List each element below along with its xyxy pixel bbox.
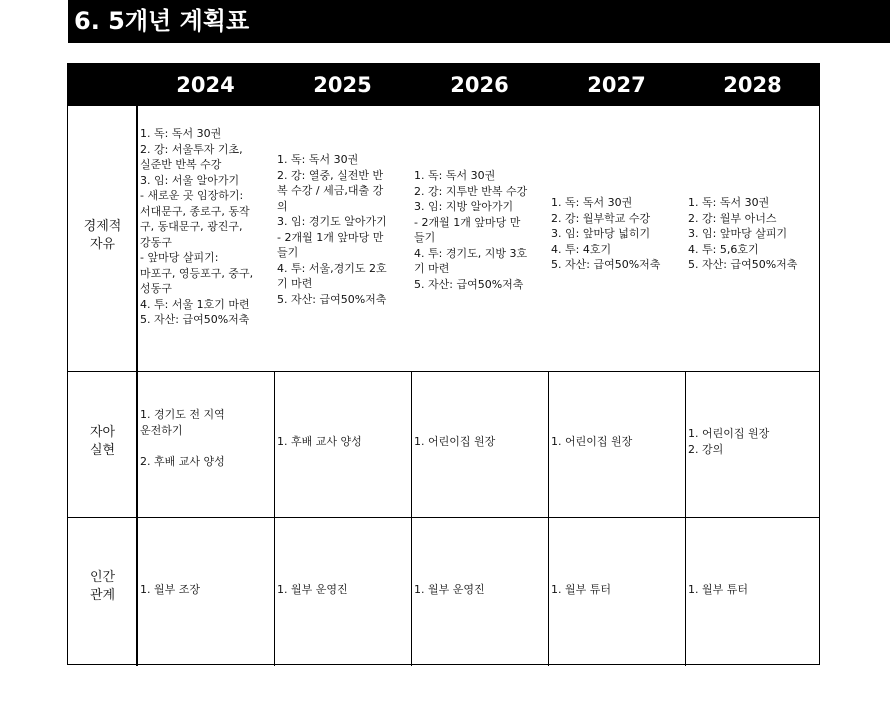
year-header-2028: 2028 (723, 73, 782, 97)
plan-item: 2. 후배 교사 양성 (140, 454, 225, 468)
plan-item: 1. 경기도 전 지역 (140, 408, 225, 421)
relationships-cell-2025 (277, 582, 409, 598)
plan-item: 기 마련 (414, 262, 450, 275)
row-divider (68, 517, 819, 518)
plan-item: 5. 자산: 급여50%저축 (277, 292, 387, 306)
row-label-line: 자아 실현 (89, 425, 116, 458)
self-realization-cell-2026 (414, 434, 546, 450)
plan-item: - 2개월 1개 앞마당 만 (277, 230, 384, 244)
plan-item: 2. 강: 지투반 반복 수강 (414, 184, 528, 198)
plan-item: 의 (277, 199, 288, 213)
economic-cell-2027 (551, 195, 683, 273)
plan-item: 복 수강 / 세금,대출 강 (277, 184, 384, 197)
plan-item: - 새로운 곳 임장하기: (140, 189, 244, 202)
plan-item: 5. 자산: 급여50%저축 (414, 277, 524, 291)
plan-item: 3. 임: 지방 알아가기 (414, 200, 514, 213)
section-title-bar (68, 0, 890, 43)
economic-cell-2028 (688, 195, 818, 273)
plan-item: 1. 어린이집 원장 (414, 435, 496, 448)
plan-item: - 앞마당 살피기: (140, 251, 219, 264)
plan-item: 2. 강: 월부 아너스 (688, 211, 777, 225)
plan-item: 3. 임: 경기도 알아가기 (277, 215, 387, 228)
plan-item: 실준반 반복 수강 (140, 158, 222, 171)
plan-item: 5. 자산: 급여50%저축 (140, 313, 250, 326)
plan-item: 1. 독: 독서 30권 (551, 196, 633, 209)
plan-item: - 2개월 1개 앞마당 만 (414, 215, 521, 229)
plan-item: 3. 임: 앞마당 살피기 (688, 227, 788, 240)
row-label-self-realization (68, 424, 137, 460)
plan-item: 5. 자산: 급여50%저축 (688, 258, 798, 271)
row-divider (68, 371, 819, 372)
year-header-2027: 2027 (587, 73, 646, 97)
column-divider (411, 371, 412, 666)
year-header-2026: 2026 (450, 73, 509, 97)
plan-item: 2. 강: 서울투자 기초, (140, 142, 243, 156)
self-realization-cell-2027 (551, 434, 683, 450)
relationships-cell-2024 (140, 582, 272, 598)
plan-item: 구, 동대문구, 광진구, (140, 220, 243, 233)
plan-item: 1. 월부 튜터 (551, 583, 611, 596)
plan-item: 4. 투: 경기도, 지방 3호 (414, 246, 528, 260)
plan-item: 1. 월부 운영진 (277, 583, 348, 596)
blank-line (140, 438, 272, 454)
economic-cell-2025 (277, 152, 409, 307)
plan-item: 4. 투: 서울,경기도 2호 (277, 261, 387, 275)
column-divider (274, 371, 275, 666)
column-divider (548, 371, 549, 666)
plan-item: 기 마련 (277, 277, 313, 290)
five-year-plan-table (67, 63, 820, 665)
plan-item: 5. 자산: 급여50%저축 (551, 258, 661, 271)
plan-item: 2. 강의 (688, 442, 724, 456)
plan-item: 1. 월부 운영진 (414, 583, 485, 596)
self-realization-cell-2025 (277, 434, 409, 450)
year-header-2025: 2025 (313, 73, 372, 97)
plan-item: 1. 독: 독서 30권 (414, 169, 496, 182)
plan-item: 4. 투: 5,6호기 (688, 242, 759, 256)
plan-item: 1. 독: 독서 30권 (277, 153, 359, 166)
plan-item: 들기 (277, 246, 299, 259)
plan-item: 3. 임: 서울 알아가기 (140, 173, 240, 187)
self-realization-cell-2028 (688, 426, 818, 457)
economic-cell-2024 (140, 126, 272, 328)
relationships-cell-2026 (414, 582, 546, 598)
year-header-row (68, 64, 819, 106)
plan-item: 1. 월부 조장 (140, 583, 200, 596)
plan-item: 강동구 (140, 235, 172, 249)
column-divider (685, 371, 686, 666)
relationships-cell-2027 (551, 582, 683, 598)
plan-item: 들기 (414, 231, 436, 244)
plan-item: 1. 후배 교사 양성 (277, 435, 362, 448)
plan-item: 1. 월부 튜터 (688, 583, 748, 596)
plan-item: 2. 강: 열중, 실전반 반 (277, 168, 384, 182)
plan-item: 4. 투: 서울 1호기 마련 (140, 297, 250, 311)
year-header-2024: 2024 (176, 73, 235, 97)
row-label-economic-freedom (68, 218, 137, 254)
plan-item: 운전하기 (140, 423, 183, 437)
plan-item: 1. 어린이집 원장 (551, 435, 633, 448)
plan-item: 마포구, 영등포구, 중구, (140, 266, 254, 280)
plan-item: 서대문구, 종로구, 동작 (140, 204, 250, 218)
plan-item: 1. 독: 독서 30권 (140, 127, 222, 140)
self-realization-cell-2024 (140, 407, 272, 469)
plan-item: 1. 독: 독서 30권 (688, 196, 770, 209)
relationships-cell-2028 (688, 582, 818, 598)
plan-item: 성동구 (140, 282, 172, 295)
row-label-relationships (68, 569, 137, 605)
plan-item: 1. 어린이집 원장 (688, 427, 770, 440)
plan-item: 4. 투: 4호기 (551, 242, 612, 256)
plan-item: 3. 임: 앞마당 넓히기 (551, 227, 651, 240)
page-title: 6. 5개년 계획표 (74, 7, 250, 35)
economic-cell-2026 (414, 168, 546, 292)
plan-item: 2. 강: 월부학교 수강 (551, 211, 651, 225)
row-label-line: 경제적 자유 (83, 219, 122, 252)
row-label-line: 인간 관계 (89, 570, 116, 603)
